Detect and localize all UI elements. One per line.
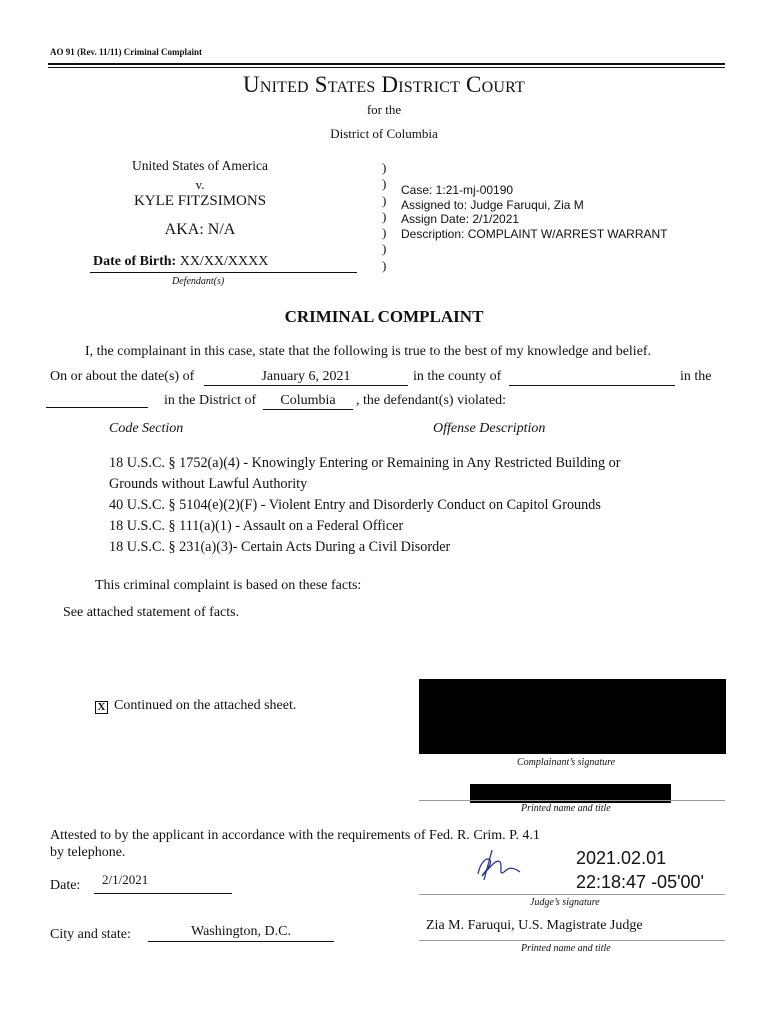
digital-stamp — [576, 846, 704, 894]
printed-name-line — [419, 800, 725, 801]
offense-line: Grounds without Lawful Authority — [109, 476, 308, 492]
code-section-header: Code Section — [109, 421, 184, 436]
in-district-label: in the District of — [164, 393, 257, 408]
based-on-facts-label: This criminal complaint is based on these facts: — [95, 578, 362, 593]
plaintiff-name: United States of America — [131, 158, 269, 173]
by-telephone-text: by telephone. — [50, 845, 126, 860]
for-the-label: for the — [366, 102, 402, 117]
versus-label: v. — [195, 177, 205, 192]
stamp-date: 2021.02.01 — [576, 848, 667, 868]
judge-printed-name-label: Printed name and title — [521, 943, 611, 954]
case-description: Description: COMPLAINT W/ARREST WARRANT — [401, 226, 668, 241]
header-rule — [48, 63, 725, 65]
court-title: United States District Court — [243, 72, 525, 97]
county-underline — [509, 385, 675, 386]
city-state-underline — [148, 941, 334, 942]
city-state-label: City and state: — [50, 927, 131, 942]
printed-name-label: Printed name and title — [521, 803, 611, 814]
continued-checkbox[interactable]: X — [95, 701, 108, 714]
date-value: 2/1/2021 — [102, 872, 149, 887]
offense-line: 18 U.S.C. § 231(a)(3)- Certain Acts During a Civil Disorder — [109, 539, 451, 555]
dob-line — [93, 254, 268, 270]
judge-signature-scribble-icon — [470, 846, 526, 886]
offense-date-underline — [204, 385, 408, 386]
continued-line — [95, 698, 296, 714]
district-prefix-underline — [46, 407, 148, 408]
defendant-underline — [90, 272, 357, 273]
judge-printed-name-line — [419, 940, 725, 941]
continued-label: Continued on the attached sheet. — [114, 698, 297, 713]
date-underline — [94, 893, 232, 894]
dob-label: Date of Birth: — [93, 254, 177, 269]
offense-date-value: January 6, 2021 — [261, 369, 351, 384]
form-identifier: AO 91 (Rev. 11/11) Criminal Complaint — [50, 47, 203, 57]
district-value: Columbia — [280, 393, 336, 408]
in-the-label: in the — [680, 369, 712, 384]
see-attached-text: See attached statement of facts. — [63, 605, 240, 620]
defendant-aka: AKA: N/A — [164, 221, 236, 238]
attestation-text: Attested to by the applicant in accordance with the requirements of Fed. R. Crim. P. 4.1 — [50, 828, 540, 843]
defendant-name: KYLE FITZSIMONS — [133, 193, 267, 209]
offense-line: 18 U.S.C. § 111(a)(1) - Assault on a Federal Officer — [109, 518, 404, 534]
judge-signature-label: Judge’s signature — [530, 897, 600, 908]
city-state-value: Washington, D.C. — [191, 924, 291, 939]
bracket-column: ) ) ) ) ) ) ) — [382, 160, 387, 273]
on-or-about-label: On or about the date(s) of — [50, 369, 195, 384]
offense-list — [109, 453, 620, 558]
offense-line: 40 U.S.C. § 5104(e)(2)(F) - Violent Entry and Disorderly Conduct on Capitol Grounds — [109, 497, 601, 513]
in-county-label: in the county of — [413, 369, 502, 384]
case-number: Case: 1:21-mj-00190 — [401, 183, 514, 197]
dob-value: XX/XX/XXXX — [179, 254, 269, 269]
district-label: District of Columbia — [330, 126, 438, 141]
complainant-signature-redaction — [419, 679, 726, 754]
judge-printed-name: Zia M. Faruqui, U.S. Magistrate Judge — [426, 918, 643, 933]
offense-line: 18 U.S.C. § 1752(a)(4) - Knowingly Entering or Remaining in Any Restricted Building or — [109, 455, 621, 471]
case-assign-date: Assign Date: 2/1/2021 — [401, 212, 520, 226]
complaint-intro: I, the complainant in this case, state that the following is true to the best of my knowledge and belief. — [85, 344, 652, 359]
judge-signature-line — [419, 894, 725, 895]
violated-label: , the defendant(s) violated: — [356, 393, 507, 408]
case-info-block — [401, 183, 667, 241]
case-assigned: Assigned to: Judge Faruqui, Zia M — [401, 197, 584, 212]
complaint-heading: CRIMINAL COMPLAINT — [284, 307, 484, 326]
defendant-caption: Defendant(s) — [172, 276, 225, 287]
header-rule-thin — [48, 67, 725, 68]
stamp-time: 22:18:47 -05'00' — [576, 872, 704, 892]
offense-description-header: Offense Description — [433, 421, 546, 436]
district-underline — [263, 409, 353, 410]
date-label: Date: — [50, 878, 81, 893]
complainant-signature-label: Complainant’s signature — [517, 757, 616, 768]
